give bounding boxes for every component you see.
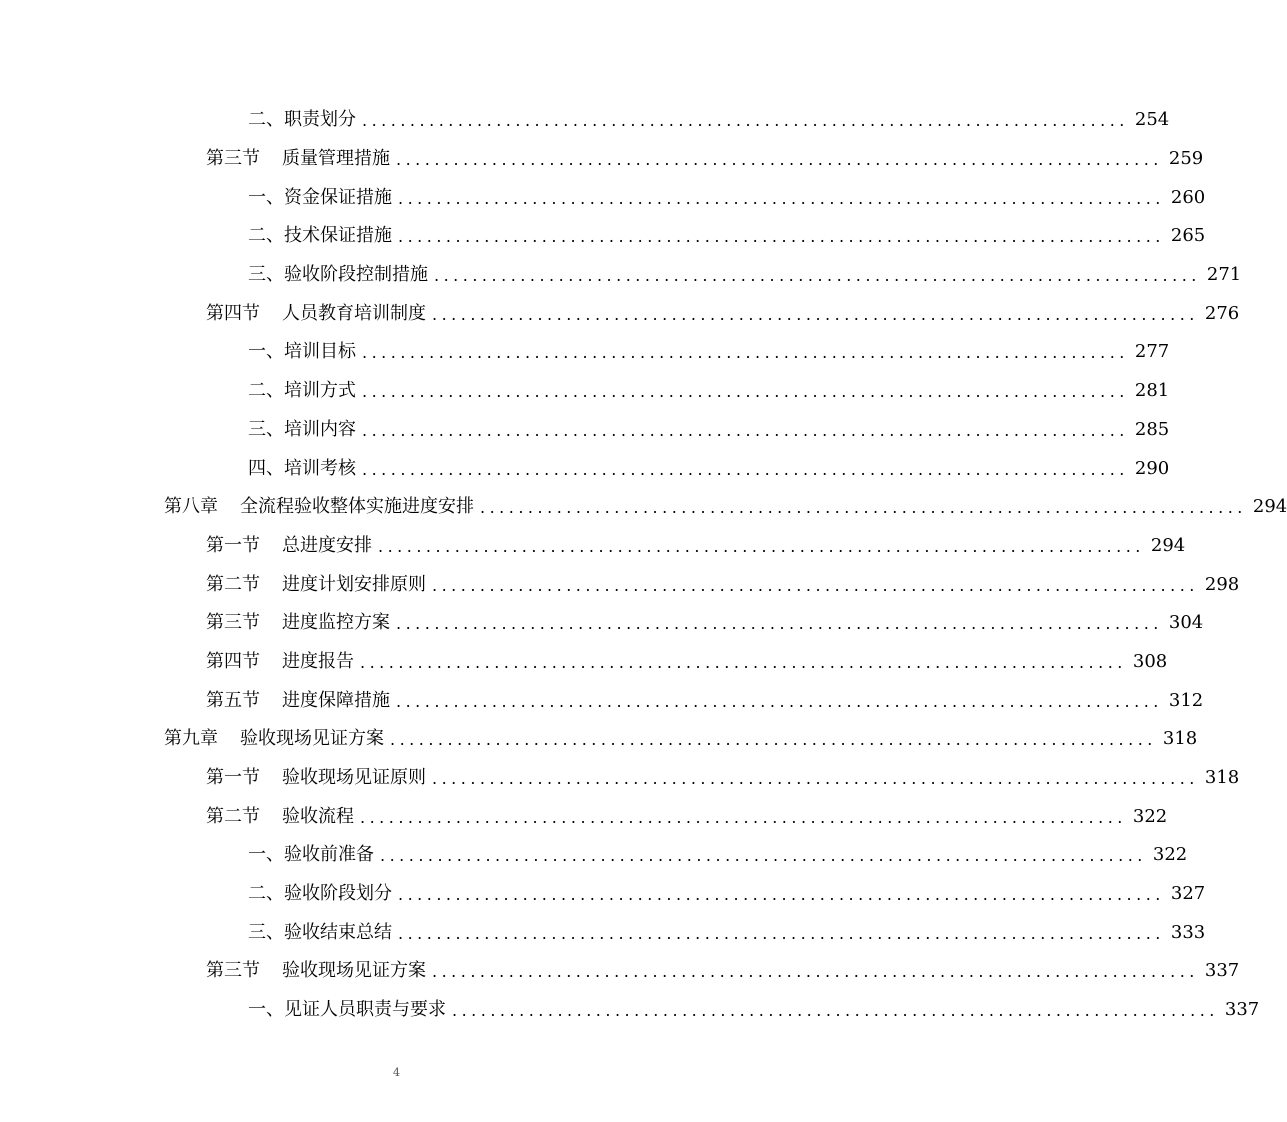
toc-entry-label xyxy=(248,343,356,361)
toc-entry-number: 第一节 xyxy=(206,534,260,556)
toc-entry-label xyxy=(248,227,392,245)
toc-leader-dots: ................................................................................ xyxy=(378,536,1145,556)
toc-entry-page: 265 xyxy=(1170,225,1206,247)
toc-entry[interactable] xyxy=(0,294,1240,333)
toc-leader-dots: ................................................................................ xyxy=(432,575,1199,595)
toc-entry-label xyxy=(248,186,392,208)
toc-entry-title: 验收前准备 xyxy=(284,844,374,866)
toc-entry-page: 260 xyxy=(1170,186,1206,208)
toc-entry-title: 总进度安排 xyxy=(282,534,372,556)
toc-entry-label xyxy=(248,1001,446,1019)
toc-entry-page: 304 xyxy=(1168,612,1204,634)
toc-entry-number: 一、 xyxy=(248,999,284,1021)
toc-entry-title: 验收结束总结 xyxy=(284,921,392,943)
toc-leader-dots: ................................................................................ xyxy=(398,188,1165,208)
toc-entry-title: 培训内容 xyxy=(284,418,356,440)
toc-entry-label xyxy=(206,534,372,556)
toc-entry-page: 318 xyxy=(1204,767,1240,789)
toc-entry-page: 259 xyxy=(1168,148,1204,170)
toc-entry-number: 第三节 xyxy=(206,960,260,982)
toc-entry-title: 验收现场见证原则 xyxy=(282,767,426,789)
toc-entry[interactable] xyxy=(0,681,1204,720)
toc-leader-dots: ................................................................................ xyxy=(396,691,1163,711)
toc-entry-page: 271 xyxy=(1206,264,1242,286)
toc-entry-title: 职责划分 xyxy=(284,109,356,131)
toc-leader-dots: ................................................................................ xyxy=(362,343,1129,363)
toc-entry-number: 一、 xyxy=(248,844,284,866)
toc-entry-page: 277 xyxy=(1134,341,1170,363)
toc-entry-title: 培训目标 xyxy=(284,341,356,363)
toc-entry-number: 二、 xyxy=(248,225,284,247)
toc-entry-label xyxy=(248,418,356,440)
toc-entry[interactable] xyxy=(0,952,1240,991)
toc-entry-label xyxy=(164,498,474,516)
toc-entry-label xyxy=(248,457,356,479)
toc-entry-number: 一、 xyxy=(248,186,284,208)
toc-entry-number: 第八章 xyxy=(164,496,218,518)
toc-entry[interactable] xyxy=(0,797,1168,836)
toc-entry-page: 254 xyxy=(1134,109,1170,131)
toc-entry-title: 培训方式 xyxy=(284,380,356,402)
toc-entry-label xyxy=(248,921,392,943)
toc-entry-page: 281 xyxy=(1134,380,1170,402)
toc-entry-title: 进度保障措施 xyxy=(282,689,390,711)
toc-entry-title: 验收现场见证方案 xyxy=(240,728,384,750)
toc-entry-title: 验收阶段划分 xyxy=(284,883,392,905)
toc-entry[interactable] xyxy=(0,140,1204,179)
toc-entry-label xyxy=(248,111,356,129)
toc-leader-dots: ................................................................................ xyxy=(360,652,1127,672)
toc-entry-label xyxy=(248,846,374,864)
toc-leader-dots: ................................................................................ xyxy=(362,459,1129,479)
toc-leader-dots: ................................................................................ xyxy=(398,227,1165,247)
toc-entry[interactable] xyxy=(0,411,1170,450)
toc-entry-page: 322 xyxy=(1152,844,1188,866)
toc-entry-number: 第三节 xyxy=(206,148,260,170)
toc-entry-label xyxy=(164,730,384,748)
toc-entry-number: 第一节 xyxy=(206,767,260,789)
toc-entry-page: 333 xyxy=(1170,921,1206,943)
toc-leader-dots: ................................................................................ xyxy=(362,111,1129,131)
toc-entry-label xyxy=(248,266,428,284)
toc-entry-title: 进度报告 xyxy=(282,650,354,672)
toc-entry-label xyxy=(206,650,354,672)
toc-entry-title: 进度监控方案 xyxy=(282,612,390,634)
toc-leader-dots: ................................................................................ xyxy=(390,730,1157,750)
toc-entry-label xyxy=(248,382,356,400)
toc-entry-title: 全流程验收整体实施进度安排 xyxy=(240,496,474,518)
toc-entry-title: 验收阶段控制措施 xyxy=(284,264,428,286)
toc-entry-number: 二、 xyxy=(248,883,284,905)
toc-entry-page: 337 xyxy=(1224,999,1260,1021)
toc-entry-page: 276 xyxy=(1204,302,1240,324)
page-number: 4 xyxy=(393,1066,400,1079)
toc-entry[interactable] xyxy=(0,643,1168,682)
toc-entry-label xyxy=(206,150,390,168)
toc-entry[interactable] xyxy=(0,488,1287,527)
toc-entry-title: 质量管理措施 xyxy=(282,148,390,170)
toc-leader-dots: ................................................................................ xyxy=(434,266,1201,286)
toc-entry-number: 二、 xyxy=(248,109,284,131)
toc-entry-title: 培训考核 xyxy=(284,457,356,479)
toc-entry[interactable] xyxy=(0,604,1204,643)
toc-entry-number: 三、 xyxy=(248,921,284,943)
toc-entry-number: 二、 xyxy=(248,380,284,402)
toc-entry-title: 技术保证措施 xyxy=(284,225,392,247)
toc-entry-page: 298 xyxy=(1204,573,1240,595)
toc-entry-page: 312 xyxy=(1168,689,1204,711)
toc-leader-dots: ................................................................................ xyxy=(396,614,1163,634)
toc-entry[interactable] xyxy=(0,720,1198,759)
toc-leader-dots: ................................................................................ xyxy=(380,846,1147,866)
table-of-contents xyxy=(0,101,1287,1030)
toc-entry-number: 三、 xyxy=(248,264,284,286)
toc-entry[interactable] xyxy=(0,217,1206,256)
toc-entry[interactable] xyxy=(0,333,1170,372)
toc-leader-dots: ................................................................................ xyxy=(362,420,1129,440)
toc-entry-number: 第五节 xyxy=(206,689,260,711)
toc-entry-number: 四、 xyxy=(248,457,284,479)
toc-entry-page: 318 xyxy=(1162,728,1198,750)
toc-entry-title: 验收现场见证方案 xyxy=(282,960,426,982)
toc-leader-dots: ................................................................................ xyxy=(362,382,1129,402)
toc-leader-dots: ................................................................................ xyxy=(452,1001,1219,1021)
toc-entry[interactable] xyxy=(0,565,1240,604)
toc-leader-dots: ................................................................................ xyxy=(432,304,1199,324)
toc-leader-dots: ................................................................................ xyxy=(398,923,1165,943)
toc-entry-label xyxy=(206,962,426,980)
toc-entry-label xyxy=(206,769,426,787)
toc-leader-dots: ................................................................................ xyxy=(396,150,1163,170)
toc-entry-number: 一、 xyxy=(248,341,284,363)
toc-entry-label xyxy=(248,885,392,903)
toc-entry[interactable] xyxy=(0,256,1242,295)
toc-entry-page: 327 xyxy=(1170,883,1206,905)
toc-entry-number: 三、 xyxy=(248,418,284,440)
toc-entry-label xyxy=(206,614,390,632)
toc-entry[interactable] xyxy=(0,101,1170,140)
toc-entry[interactable] xyxy=(0,836,1188,875)
toc-entry-label xyxy=(206,573,426,595)
toc-entry-number: 第四节 xyxy=(206,302,260,324)
toc-entry-page: 308 xyxy=(1132,650,1168,672)
toc-leader-dots: ................................................................................ xyxy=(432,962,1199,982)
toc-entry-page: 294 xyxy=(1150,534,1186,556)
toc-entry-page: 337 xyxy=(1204,960,1240,982)
toc-leader-dots: ................................................................................ xyxy=(360,807,1127,827)
toc-entry-title: 见证人员职责与要求 xyxy=(284,999,446,1021)
toc-entry-number: 第三节 xyxy=(206,612,260,634)
toc-entry[interactable] xyxy=(0,449,1170,488)
toc-entry[interactable] xyxy=(0,178,1206,217)
toc-entry-number: 第二节 xyxy=(206,573,260,595)
toc-entry-page: 294 xyxy=(1252,496,1287,518)
toc-entry-label xyxy=(206,805,354,827)
toc-entry[interactable] xyxy=(0,913,1206,952)
toc-entry-page: 290 xyxy=(1134,457,1170,479)
toc-entry[interactable] xyxy=(0,372,1170,411)
toc-entry-number: 第四节 xyxy=(206,650,260,672)
toc-entry[interactable] xyxy=(0,759,1240,798)
toc-entry-title: 验收流程 xyxy=(282,805,354,827)
toc-entry-title: 人员教育培训制度 xyxy=(282,302,426,324)
toc-leader-dots: ................................................................................ xyxy=(480,498,1247,518)
toc-entry[interactable] xyxy=(0,991,1260,1030)
toc-leader-dots: ................................................................................ xyxy=(432,769,1199,789)
toc-entry-number: 第九章 xyxy=(164,728,218,750)
toc-entry-page: 322 xyxy=(1132,805,1168,827)
toc-entry[interactable] xyxy=(0,875,1206,914)
toc-leader-dots: ................................................................................ xyxy=(398,885,1165,905)
toc-entry-label xyxy=(206,689,390,711)
toc-entry-label xyxy=(206,302,426,324)
toc-entry[interactable] xyxy=(0,527,1186,566)
toc-entry-title: 资金保证措施 xyxy=(284,186,392,208)
toc-entry-page: 285 xyxy=(1134,418,1170,440)
toc-entry-number: 第二节 xyxy=(206,805,260,827)
toc-entry-title: 进度计划安排原则 xyxy=(282,573,426,595)
